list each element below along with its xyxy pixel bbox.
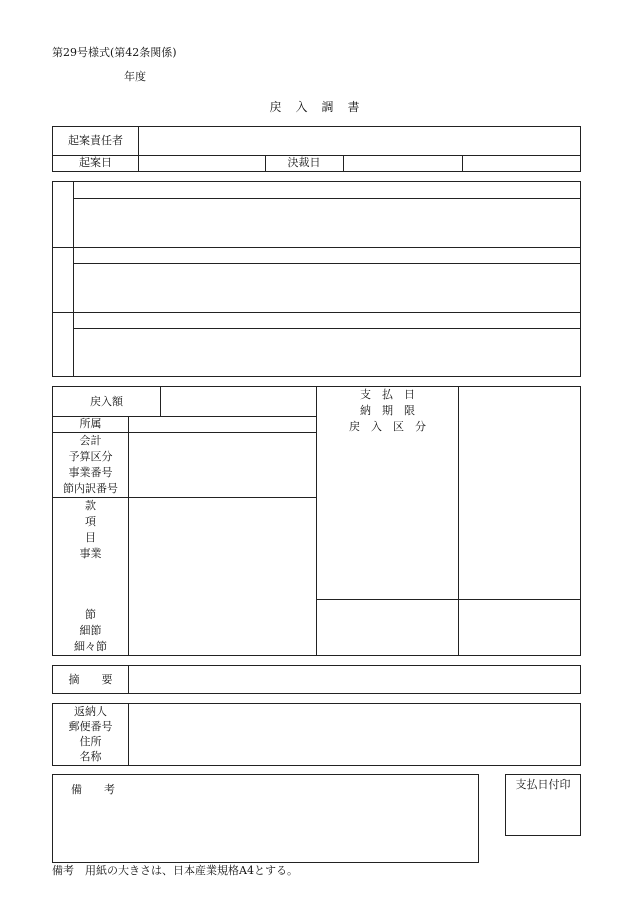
approval-rows-block — [52, 181, 581, 377]
item-labels — [53, 498, 128, 562]
draft-date-field[interactable] — [139, 156, 264, 170]
remarks-field[interactable] — [54, 801, 477, 861]
address-label: 住所 — [79, 735, 102, 748]
payment-lower-left-field[interactable] — [317, 600, 457, 654]
section-labels — [53, 607, 128, 655]
department-field[interactable] — [129, 417, 315, 431]
extra-date-field[interactable] — [463, 156, 579, 170]
due-date-label: 納 期 限 — [360, 404, 415, 417]
payment-date-label: 支 払 日 — [360, 388, 415, 401]
kan-label: 款 — [85, 499, 96, 512]
setsu-label: 節 — [85, 608, 96, 621]
amount-table — [52, 386, 581, 656]
payment-stamp-box — [505, 774, 581, 836]
form-number: 第29号様式(第42条関係) — [52, 46, 177, 59]
payer-label: 返納人 — [74, 705, 107, 718]
refund-amount-field[interactable] — [161, 388, 315, 415]
summary-field[interactable] — [129, 667, 579, 693]
remarks-box — [52, 774, 479, 863]
approval-row-3[interactable] — [74, 329, 579, 376]
responsible-field[interactable] — [139, 128, 579, 154]
payment-labels — [317, 387, 458, 435]
jigyou-label: 事業 — [79, 547, 102, 560]
payment-lower-right-field[interactable] — [459, 600, 579, 654]
footnote: 備考 用紙の大きさは、日本産業規格A4とする。 — [52, 864, 298, 877]
payment-stamp-label: 支払日付印 — [515, 778, 571, 791]
approval-row-2[interactable] — [74, 264, 579, 311]
name-label: 名称 — [79, 750, 102, 763]
budget-field[interactable] — [129, 433, 315, 496]
payer-block — [52, 703, 581, 766]
payment-stamp-field[interactable] — [507, 795, 579, 835]
decision-date-field[interactable] — [344, 156, 461, 170]
approval-row-1[interactable] — [74, 199, 579, 246]
page-title: 戻 入 調 書 — [269, 100, 361, 114]
summary-label: 摘 要 — [68, 673, 113, 686]
refund-category-label: 戻 入 区 分 — [349, 420, 426, 433]
department-label: 所属 — [79, 417, 102, 430]
decision-date-label: 決裁日 — [287, 156, 321, 169]
saisetsu-label: 細節 — [79, 624, 102, 637]
payment-info-field[interactable] — [459, 388, 579, 598]
payer-field[interactable] — [129, 705, 579, 765]
moku-label: 目 — [85, 531, 96, 544]
approval-table — [52, 126, 581, 172]
fiscal-year-label: 年度 — [124, 70, 146, 83]
budget-labels — [53, 433, 128, 497]
remarks-label: 備 考 — [71, 783, 115, 796]
payer-labels — [53, 704, 128, 764]
account-label: 会計 — [79, 434, 102, 447]
project-number-label: 事業番号 — [68, 466, 113, 479]
kou-label: 項 — [85, 515, 96, 528]
refund-amount-label: 戻入額 — [90, 395, 123, 408]
postal-code-label: 郵便番号 — [68, 720, 113, 733]
budget-category-label: 予算区分 — [68, 450, 113, 463]
draft-date-label: 起案日 — [79, 156, 112, 169]
section-breakdown-number-label: 節内訳番号 — [63, 482, 118, 495]
summary-row — [52, 665, 581, 694]
saisaisetsu-label: 細々節 — [74, 640, 107, 653]
classification-field[interactable] — [129, 498, 315, 654]
responsible-label: 起案責任者 — [68, 134, 123, 147]
